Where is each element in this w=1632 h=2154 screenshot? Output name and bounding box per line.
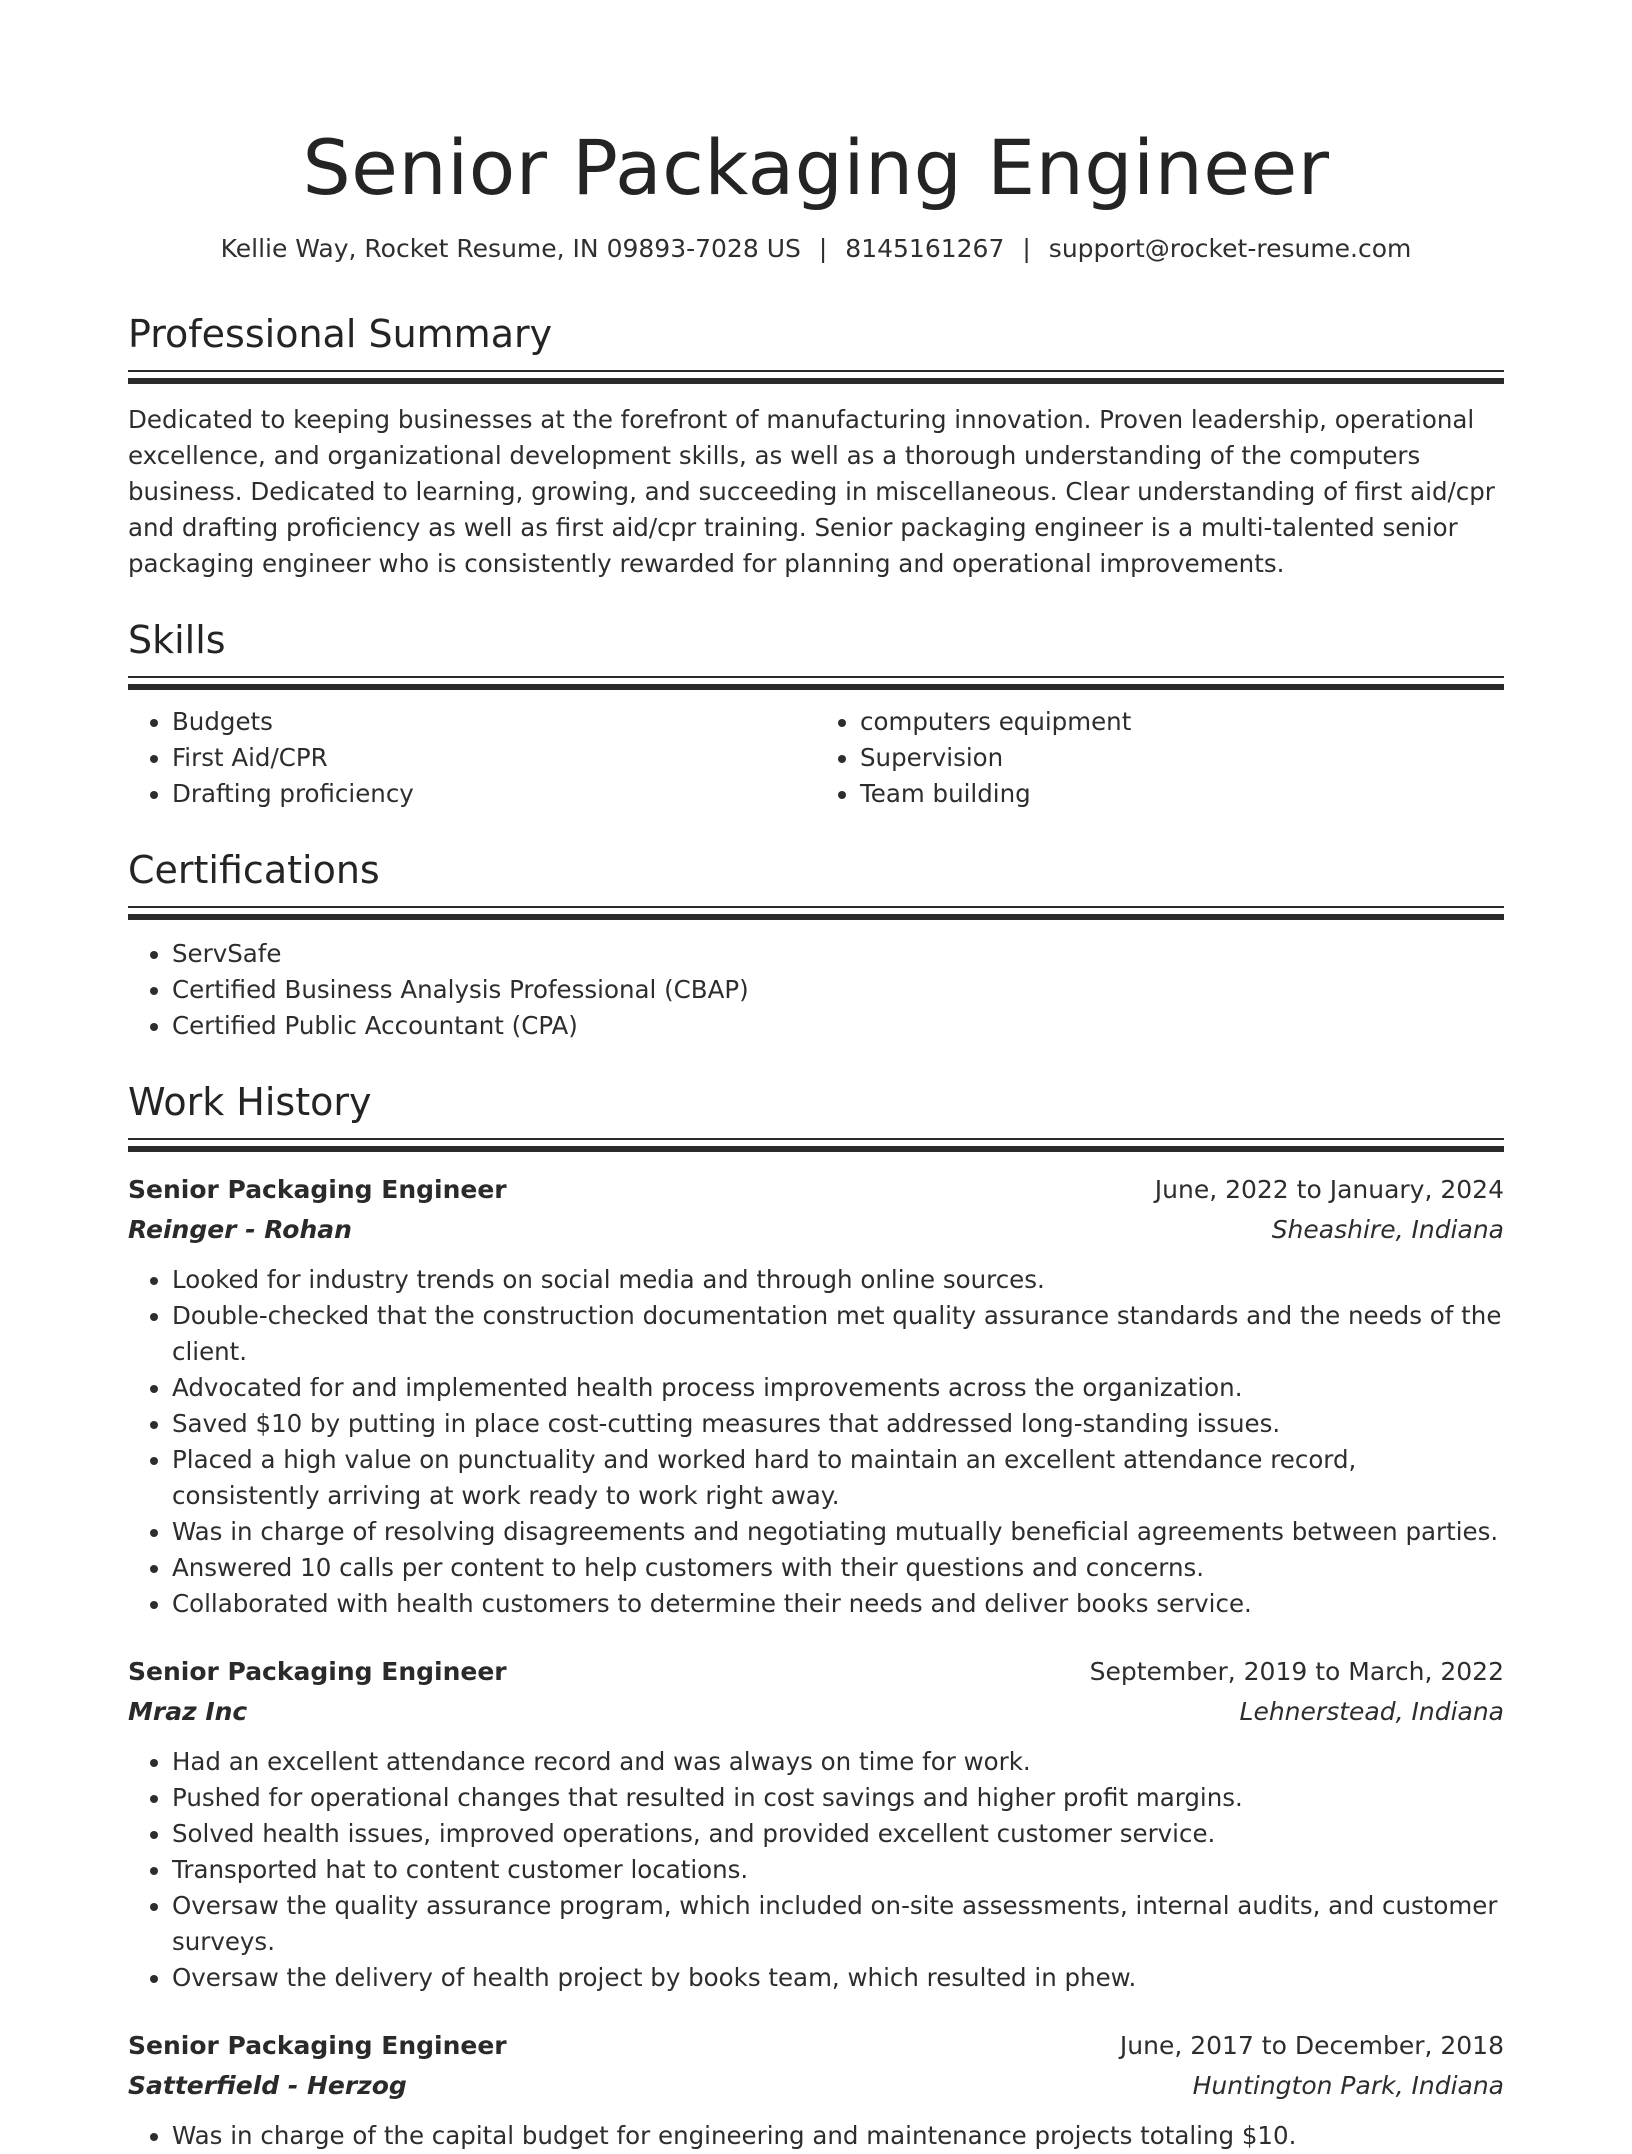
job-dates: June, 2022 to January, 2024 <box>1154 1175 1504 1204</box>
job-header <box>128 2026 1504 2066</box>
job-bullet: • Answered 10 calls per content to help customers with their questions and concerns. <box>172 1550 1504 1586</box>
job-subheader <box>128 1692 1504 1732</box>
certification-item: • ServSafe <box>172 936 1504 972</box>
job-bullets <box>128 1262 1504 1622</box>
certification-item: • Certified Business Analysis Professional (CBAP) <box>172 972 1504 1008</box>
certification-item: • Certified Public Accountant (CPA) <box>172 1008 1504 1044</box>
job-bullet: • Oversaw the delivery of health project by books team, which resulted in phew. <box>172 1960 1504 1996</box>
job-bullet: • Was in charge of the capital budget for engineering and maintenance projects totaling $10. <box>172 2118 1504 2154</box>
job-bullet: • Transported hat to content customer locations. <box>172 1852 1504 1888</box>
job-company: Mraz Inc <box>128 1697 248 1726</box>
contact-separator: | <box>1022 234 1031 263</box>
job-company: Reinger - Rohan <box>128 1215 352 1244</box>
summary-section <box>128 310 1504 582</box>
skills-list-left <box>128 704 816 812</box>
job-header <box>128 1170 1504 1210</box>
work-history-heading: Work History <box>128 1080 372 1124</box>
job-bullet: • Had an excellent attendance record and was always on time for work. <box>172 1744 1504 1780</box>
resume-page <box>128 0 1504 2154</box>
certifications-list <box>128 936 1504 1044</box>
job-bullet: • Saved $10 by putting in place cost-cutting measures that addressed long-standing issues. <box>172 1406 1504 1442</box>
job-bullet: • Oversaw the quality assurance program, which included on-site assessments, internal audits, and customer surveys. <box>172 1888 1504 1960</box>
job-bullet: • Was in charge of resolving disagreements and negotiating mutually beneficial agreements between parties. <box>172 1514 1504 1550</box>
job-bullet: • Solved health issues, improved operations, and provided excellent customer service. <box>172 1816 1504 1852</box>
job-header <box>128 1652 1504 1692</box>
job-title: Senior Packaging Engineer <box>128 2031 507 2060</box>
job-entry <box>128 2026 1504 2154</box>
job-bullet: • Advocated for and implemented health process improvements across the organization. <box>172 1370 1504 1406</box>
job-bullet: • Placed a high value on punctuality and worked hard to maintain an excellent attendance record, consistently arriving at work ready to work right away. <box>172 1442 1504 1514</box>
skills-section <box>128 616 1504 812</box>
job-bullet: • Double-checked that the construction documentation met quality assurance standards and the needs of the client. <box>172 1298 1504 1370</box>
job-bullets <box>128 2118 1504 2154</box>
skill-item: • Team building <box>860 776 1504 812</box>
job-bullets <box>128 1744 1504 1996</box>
job-location: Lehnerstead, Indiana <box>1239 1697 1504 1726</box>
job-location: Huntington Park, Indiana <box>1192 2071 1504 2100</box>
job-bullet: • Collaborated with health customers to determine their needs and deliver books service. <box>172 1586 1504 1622</box>
skills-grid <box>128 704 1504 812</box>
section-divider <box>128 906 1504 920</box>
contact-separator: | <box>818 234 828 263</box>
certifications-section <box>128 846 1504 1044</box>
job-dates: September, 2019 to March, 2022 <box>1089 1657 1504 1686</box>
section-divider <box>128 676 1504 690</box>
section-divider <box>128 1138 1504 1152</box>
job-subheader <box>128 1210 1504 1250</box>
skill-item: • Budgets <box>172 704 816 740</box>
skill-item: • Supervision <box>860 740 1504 776</box>
job-title: Senior Packaging Engineer <box>128 1657 507 1686</box>
job-subheader <box>128 2066 1504 2106</box>
contact-address: Kellie Way, Rocket Resume, IN 09893-7028 US <box>220 234 801 263</box>
skill-item: • Drafting proficiency <box>172 776 816 812</box>
contact-line <box>128 232 1504 266</box>
work-history-section <box>128 1078 1504 2154</box>
contact-email: support@rocket-resume.com <box>1048 234 1412 263</box>
job-location: Sheashire, Indiana <box>1271 1215 1504 1244</box>
skill-item: • First Aid/CPR <box>172 740 816 776</box>
skills-list-right <box>816 704 1504 812</box>
job-dates: June, 2017 to December, 2018 <box>1119 2031 1504 2060</box>
section-divider <box>128 370 1504 384</box>
resume-name-title: Senior Packaging Engineer <box>302 123 1330 212</box>
job-title: Senior Packaging Engineer <box>128 1175 507 1204</box>
job-entry <box>128 1652 1504 1996</box>
job-bullet: • Pushed for operational changes that resulted in cost savings and higher profit margins. <box>172 1780 1504 1816</box>
summary-text: Dedicated to keeping businesses at the forefront of manufacturing innovation. Proven leadership, operational excellence, and organizational development skills, as well as a thorough understanding of the computers business. Dedicated to learning, growing, and succeeding in miscellaneous. Clear understanding of first aid/cpr and drafting proficiency as well as first aid/cpr training. Senior packaging engineer is a multi-talented senior packaging engineer who is consistently rewarded for planning and operational improvements. <box>128 405 1495 578</box>
job-entry <box>128 1170 1504 1622</box>
skill-item: • computers equipment <box>860 704 1504 740</box>
job-company: Satterfield - Herzog <box>128 2071 407 2100</box>
summary-heading: Professional Summary <box>128 312 553 356</box>
certifications-heading: Certifications <box>128 848 380 892</box>
job-bullet: • Looked for industry trends on social media and through online sources. <box>172 1262 1504 1298</box>
contact-phone: 8145161267 <box>845 234 1005 263</box>
skills-heading: Skills <box>128 618 226 662</box>
